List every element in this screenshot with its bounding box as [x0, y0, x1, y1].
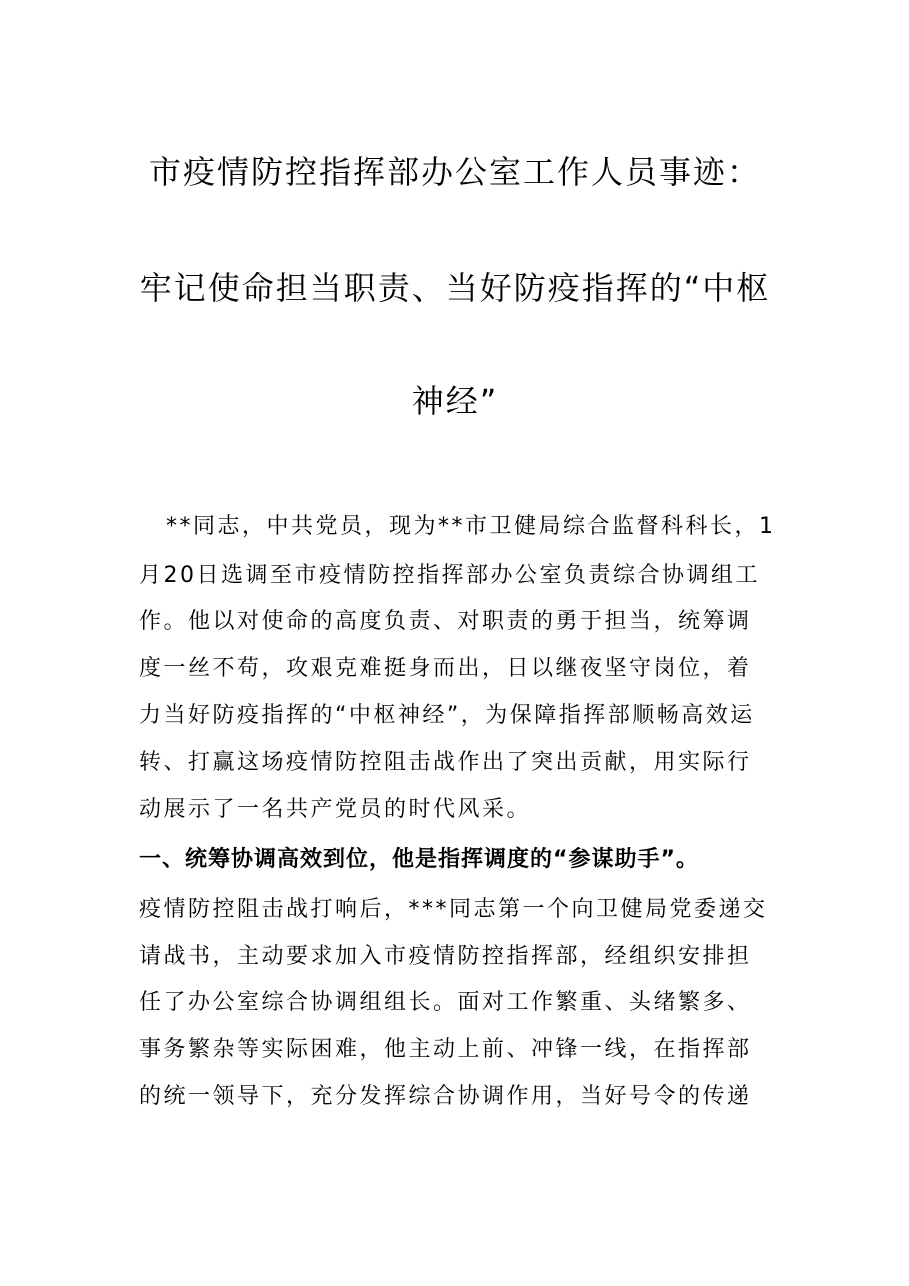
paragraph-1-line-3: 作。他以对使命的高度负责、对职责的勇于担当，统筹调	[139, 609, 752, 634]
paragraph-1-line-1: **同志，中共党员，现为**市卫健局综合监督科科长，1	[166, 514, 776, 539]
paragraph-2-line-1: 疫情防控阻击战打响后，***同志第一个向卫健局党委递交	[139, 897, 768, 922]
paragraph-1-line-2: 月20日选调至市疫情防控指挥部办公室负责综合协调组工	[139, 563, 760, 588]
document-title-line-2: 牢记使命担当职责、当好防疫指挥的“中枢	[139, 269, 771, 307]
paragraph-1-line-7: 动展示了一名共产党员的时代风采。	[139, 797, 532, 822]
document-title-line-1: 市疫情防控指挥部办公室工作人员事迹：	[148, 153, 761, 191]
paragraph-2-line-5: 的统一领导下，充分发挥综合协调作用，当好号令的传递	[139, 1084, 752, 1109]
paragraph-2-line-4: 事务繁杂等实际困难，他主动上前、冲锋一线，在指挥部	[139, 1037, 752, 1062]
section-1-heading: 一、统筹协调高效到位，他是指挥调度的“参谋助手”。	[139, 847, 699, 872]
document-title-line-3: 神经”	[411, 382, 499, 420]
paragraph-1-line-4: 度一丝不苟，攻艰克难挺身而出，日以继夜坚守岗位，着	[139, 656, 752, 681]
paragraph-2-line-3: 任了办公室综合协调组组长。面对工作繁重、头绪繁多、	[139, 990, 752, 1015]
paragraph-2-line-2: 请战书，主动要求加入市疫情防控指挥部，经组织安排担	[139, 944, 752, 969]
paragraph-1-line-5: 力当好防疫指挥的“中枢神经”，为保障指挥部顺畅高效运	[139, 703, 755, 728]
paragraph-1-line-6: 转、打赢这场疫情防控阻击战作出了突出贡献，用实际行	[139, 750, 752, 775]
